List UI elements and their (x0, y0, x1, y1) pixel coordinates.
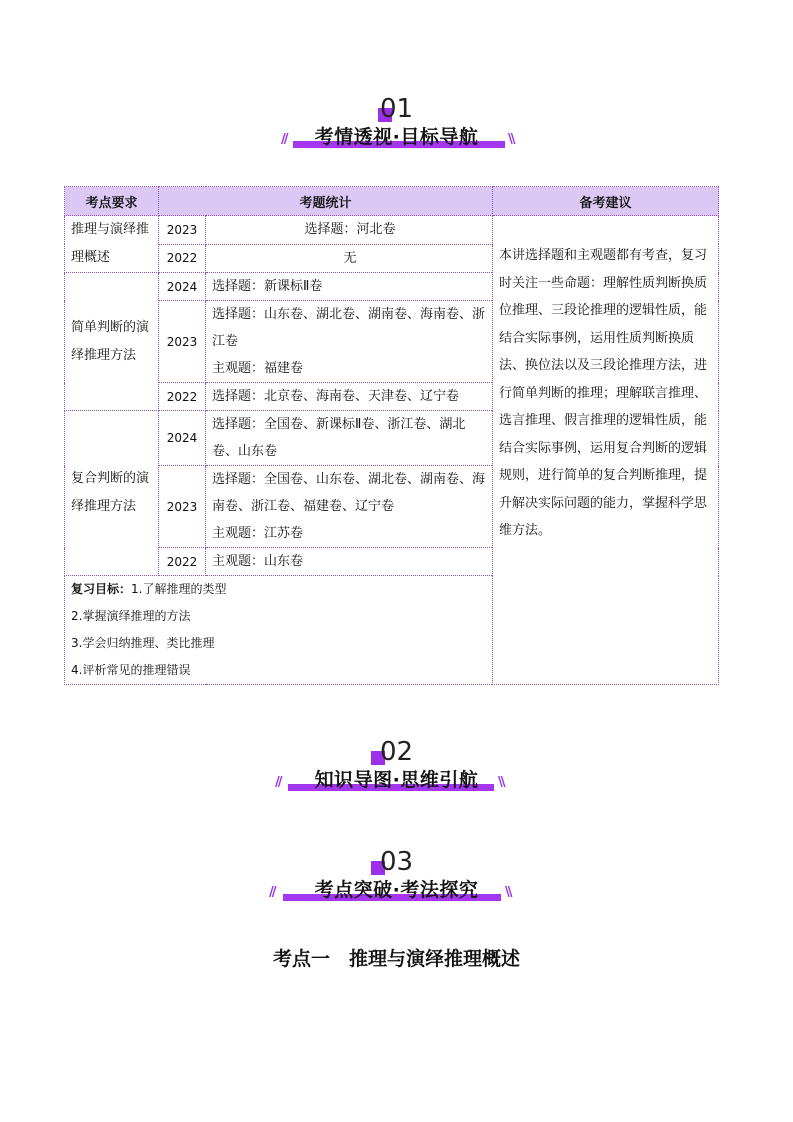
goal-item: 1.了解推理的类型 (131, 582, 227, 596)
slash-left-icon: // (269, 885, 275, 900)
section-03-header (0, 847, 793, 917)
section-number-text: 03 (379, 847, 414, 877)
section-title: 知识导图·思维引航 (314, 769, 479, 791)
section-title: 考点突破·考法探究 (314, 879, 479, 901)
header-requirement: 考点要求 (65, 187, 159, 216)
section-number-text: 01 (379, 94, 414, 124)
section-title-wrap (0, 877, 793, 907)
year-cell: 2022 (159, 383, 206, 411)
advice-cell (493, 216, 719, 685)
requirement-cell: 推理与演绎推理概述 (65, 216, 159, 273)
section-number (0, 737, 793, 767)
year-cell: 2024 (159, 411, 206, 466)
slash-left-icon: // (275, 775, 281, 790)
detail-cell (206, 466, 493, 548)
detail-line: 选择题：全国卷、山东卷、湖北卷、湖南卷、海南卷、浙江卷、福建卷、辽宁卷 (212, 472, 486, 514)
header-statistics: 考题统计 (159, 187, 493, 216)
section-number (0, 847, 793, 877)
detail-cell: 选择题：河北卷 (206, 216, 493, 245)
goals-label: 复习目标： (71, 582, 132, 596)
detail-cell: 选择题：新课标Ⅱ卷 (206, 273, 493, 301)
detail-cell: 选择题：北京卷、海南卷、天津卷、辽宁卷 (206, 383, 493, 411)
exam-statistics-table (64, 186, 719, 685)
section-01-header (0, 94, 793, 164)
detail-cell: 主观题：山东卷 (206, 548, 493, 576)
goal-line (71, 576, 486, 603)
section-number (0, 94, 793, 124)
year-cell: 2024 (159, 273, 206, 301)
goal-item: 2.掌握演绎推理的方法 (71, 609, 191, 623)
slash-right-icon: \\ (505, 885, 511, 900)
year-cell: 2022 (159, 244, 206, 273)
section-title: 考情透视·目标导航 (314, 126, 479, 148)
table-header-row (65, 187, 719, 216)
section-02-header (0, 737, 793, 807)
detail-line: 主观题：福建卷 (212, 361, 304, 376)
goal-item: 4.评析常见的推理错误 (71, 663, 191, 677)
slash-right-icon: \\ (508, 132, 514, 147)
year-cell: 2022 (159, 548, 206, 576)
slash-right-icon: \\ (498, 775, 504, 790)
kaodian-title: 考点一 推理与演绎推理概述 (272, 948, 520, 970)
requirement-cell: 简单判断的演绎推理方法 (65, 273, 159, 411)
section-title-wrap (0, 124, 793, 154)
header-advice: 备考建议 (493, 187, 719, 216)
goal-item: 3.学会归纳推理、类比推理 (71, 636, 215, 650)
year-cell: 2023 (159, 216, 206, 245)
detail-line: 主观题：江苏卷 (212, 526, 304, 541)
advice-text: 本讲选择题和主观题都有考查，复习时关注一些命题：理解性质判断换质位推理、三段论推理的逻辑性质，能结合实际事例，运用性质判断换质法、换位法以及三段论推理方法，进行简单判断的推理；理解联言推理、选言推理、假言推理的逻辑性质，能结合实际事例，运用复合判断的逻辑规则，进行简单的复合判断推理，提升解决实际问题的能力，掌握科学思维方法。 (499, 248, 708, 538)
section-number-text: 02 (379, 737, 414, 767)
requirement-cell: 复合判断的演绎推理方法 (65, 411, 159, 576)
detail-line: 选择题：山东卷、湖北卷、湖南卷、海南卷、浙江卷 (212, 307, 486, 349)
table-row (65, 216, 719, 245)
detail-cell: 选择题：全国卷、新课标Ⅱ卷、浙江卷、湖北卷、山东卷 (206, 411, 493, 466)
year-cell: 2023 (159, 466, 206, 548)
detail-cell (206, 301, 493, 383)
year-cell: 2023 (159, 301, 206, 383)
detail-cell: 无 (206, 244, 493, 273)
section-title-wrap (0, 767, 793, 797)
slash-left-icon: // (281, 132, 287, 147)
review-goals-cell (65, 576, 493, 685)
